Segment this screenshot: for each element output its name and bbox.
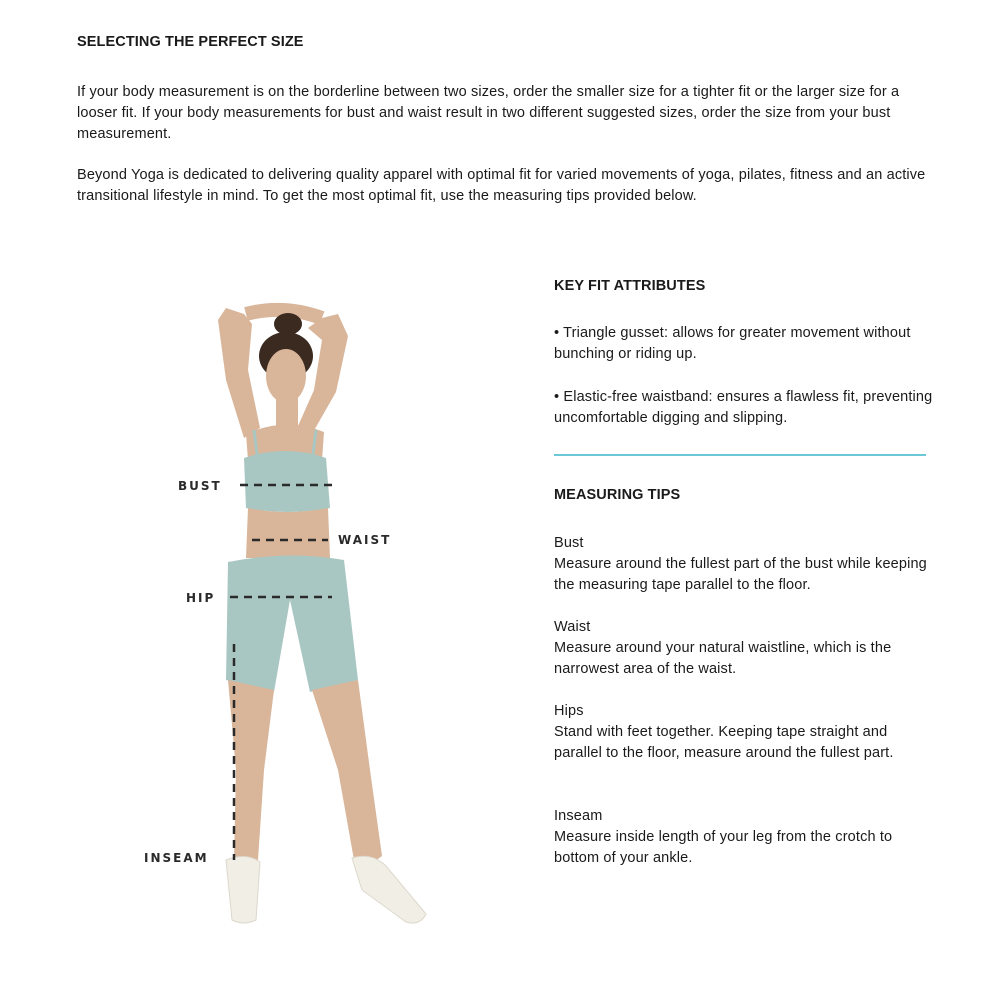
inseam-label: INSEAM [144, 851, 209, 865]
key-fit-item-waistband: • Elastic-free waistband: ensures a flawless fit, preventing uncomfortable digging and slipping. [554, 389, 933, 426]
tip-text: Measure inside length of your leg from the crotch to bottom of your ankle. [554, 829, 893, 866]
tip-hips [554, 701, 934, 764]
model-face [266, 349, 306, 403]
key-fit-item-gusset: • Triangle gusset: allows for greater movement without bunching or riding up. [554, 325, 911, 362]
model-measurement-figure [76, 300, 506, 940]
tip-inseam [554, 806, 934, 869]
model-right-leg [312, 680, 382, 866]
tip-title: Bust [554, 535, 584, 551]
bust-label: BUST [178, 479, 222, 493]
tip-text: Measure around your natural waistline, which is the narrowest area of the waist. [554, 640, 892, 677]
page-title: SELECTING THE PERFECT SIZE [77, 34, 304, 50]
model-hair-bun [274, 313, 302, 335]
measuring-tips-heading: MEASURING TIPS [554, 487, 681, 503]
tip-bust [554, 533, 934, 596]
intro-paragraph-brand: Beyond Yoga is dedicated to delivering quality apparel with optimal fit for varied movements of yoga, pilates, fitness and an active transitional lifestyle in mind. To get the most optimal fit, use the measuring tips provided below. [77, 167, 926, 204]
tip-waist [554, 617, 934, 680]
waist-label: WAIST [338, 533, 392, 547]
section-divider [554, 454, 926, 456]
model-right-shoe [352, 856, 426, 923]
tip-title: Inseam [554, 808, 603, 824]
key-fit-heading: KEY FIT ATTRIBUTES [554, 278, 706, 294]
intro-paragraph-sizing: If your body measurement is on the borderline between two sizes, order the smaller size for a tighter fit or the larger size for a looser fit. If your body measurements for bust and waist result in two different suggested sizes, order the size from your bust measurement. [77, 84, 900, 142]
tip-title: Hips [554, 703, 584, 719]
tip-text: Measure around the fullest part of the bust while keeping the measuring tape parallel to the floor. [554, 556, 927, 593]
model-illustration [76, 300, 506, 940]
model-bike-shorts [226, 555, 358, 692]
tip-text: Stand with feet together. Keeping tape straight and parallel to the floor, measure around the fullest part. [554, 724, 894, 761]
model-left-shoe [226, 856, 260, 923]
hip-label: HIP [186, 591, 216, 605]
model-sports-bra [244, 451, 330, 512]
tip-title: Waist [554, 619, 591, 635]
model-left-arm [218, 308, 260, 438]
